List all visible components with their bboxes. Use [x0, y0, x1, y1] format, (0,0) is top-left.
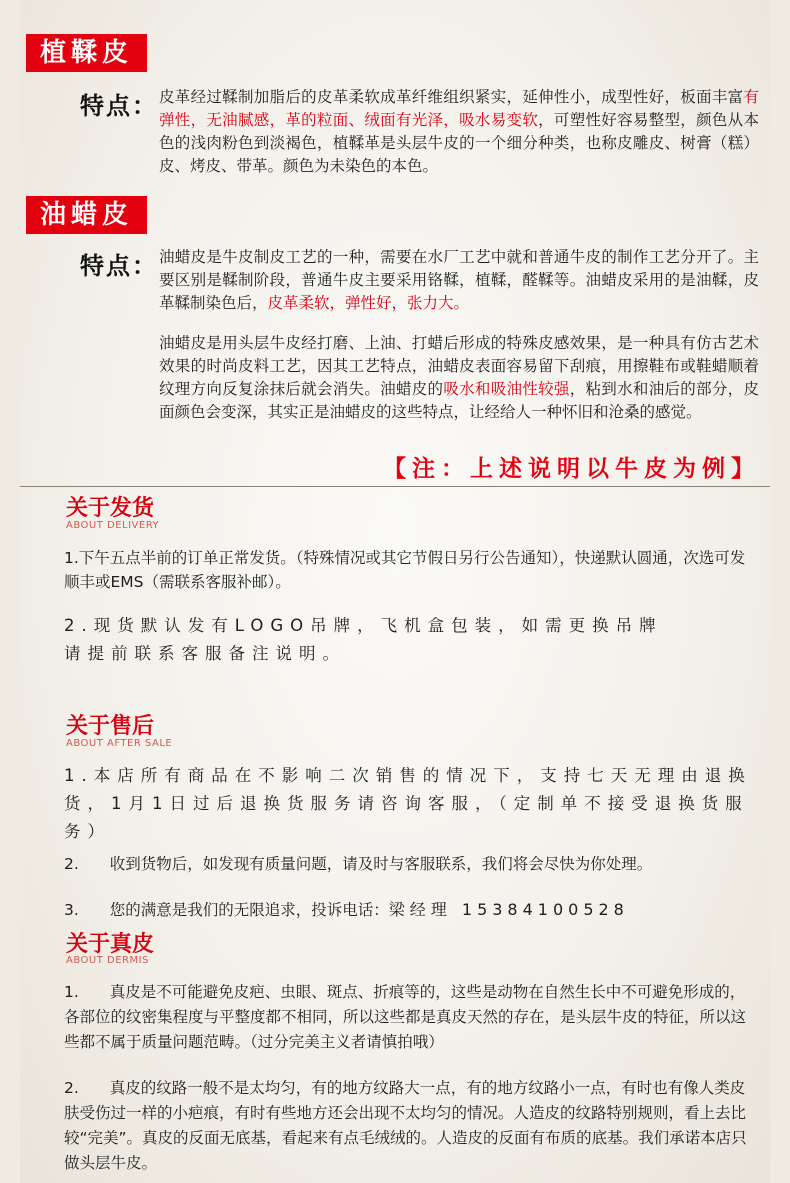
delivery-title: 关于发货 [66, 496, 155, 521]
delivery-subtitle: ABOUT DELIVERY [66, 520, 160, 531]
divider [20, 486, 770, 487]
dermis-title: 关于真皮 [66, 932, 155, 957]
vegetable-tanned-tag: 植鞣皮 [26, 34, 147, 72]
dermis-item-1: 1. 真皮是不可能避免皮疤、虫眼、斑点、折痕等的，这些是动物在自然生长中不可避免形成的，各部位的纹密集程度与平整度都不相同，所以这些都是真皮天然的存在，是头层牛皮的特征，所以这些都不属于质量问题范畴。（过分完美主义者请慎拍哦） [64, 983, 747, 1051]
aftersale-item-1: 1.本店所有商品在不影响二次销售的情况下，支持七天无理由退换货，1月1日过后退换货服务请咨询客服，（定制单不接受退换货服务） [64, 766, 752, 841]
oil-wax-tag: 油蜡皮 [26, 196, 147, 234]
oil-wax-description: 油蜡皮是牛皮制皮工艺的一种，需要在水厂工艺中就和普通牛皮的制作工艺分开了。主要区别是鞣制阶段，普通牛皮主要采用铬鞣，植鞣，醛鞣等。油蜡皮采用的是油鞣，皮革鞣制染色后，皮革柔软，弹性好，张力大。 [159, 248, 759, 312]
aftersale-title: 关于售后 [66, 714, 155, 739]
delivery-item-2: 2.现货默认发有LOGO吊牌，飞机盒包装，如需更换吊牌请提前联系客服备注说明。 [64, 616, 663, 663]
features-label-2: 特点： [80, 252, 158, 280]
features-label-1: 特点： [80, 92, 158, 120]
dermis-subtitle: ABOUT DERMIS [66, 955, 149, 966]
aftersale-item-3: 3. 您的满意是我们的无限追求，投诉电话：梁经理 15384100528 [64, 900, 629, 919]
vegetable-tanned-description: 皮革经过鞣制加脂后的皮革柔软成革纤维组织紧实，延伸性小，成型性好，板面丰富有弹性，无油腻感，革的粒面、绒面有光泽，吸水易变软，可塑性好容易整型，颜色从本色的浅肉粉色到淡褐色，植鞣革是头层牛皮的一个细分种类，也称皮雕皮、树膏（糕）皮、烤皮、带革。颜色为未染色的本色。 [159, 88, 759, 175]
leather-note: 【注：上述说明以牛皮为例】 [383, 456, 760, 482]
delivery-item-1: 1.下午五点半前的订单正常发货。（特殊情况或其它节假日另行公告通知），快递默认圆通，次选可发顺丰或EMS（需联系客服补邮）。 [64, 549, 746, 591]
aftersale-item-2: 2. 收到货物后，如发现有质量问题，请及时与客服联系，我们将会尽快为你处理。 [64, 855, 653, 873]
dermis-item-2: 2. 真皮的纹路一般不是太均匀，有的地方纹路大一点，有的地方纹路小一点，有时也有像人类皮肤受伤过一样的小疤痕，有时有些地方还会出现不太均匀的情况。人造皮的纹路特别规则，看上去比较“完美”。真皮的反面无底基，看起来有点毛绒绒的。人造皮的反面有布质的底基。我们承诺本店只做头层牛皮。 [64, 1079, 747, 1172]
oil-wax-description-2: 油蜡皮是用头层牛皮经打磨、上油、打蜡后形成的特殊皮感效果，是一种具有仿古艺术效果的时尚皮料工艺，因其工艺特点，油蜡皮表面容易留下刮痕，用擦鞋布或鞋蜡顺着纹理方向反复涂抹后就会消失。油蜡皮的吸水和吸油性较强，粘到水和油后的部分，皮面颜色会变深，其实正是油蜡皮的这些特点，让经给人一种怀旧和沧桑的感觉。 [159, 334, 759, 421]
aftersale-subtitle: ABOUT AFTER SALE [66, 738, 173, 749]
